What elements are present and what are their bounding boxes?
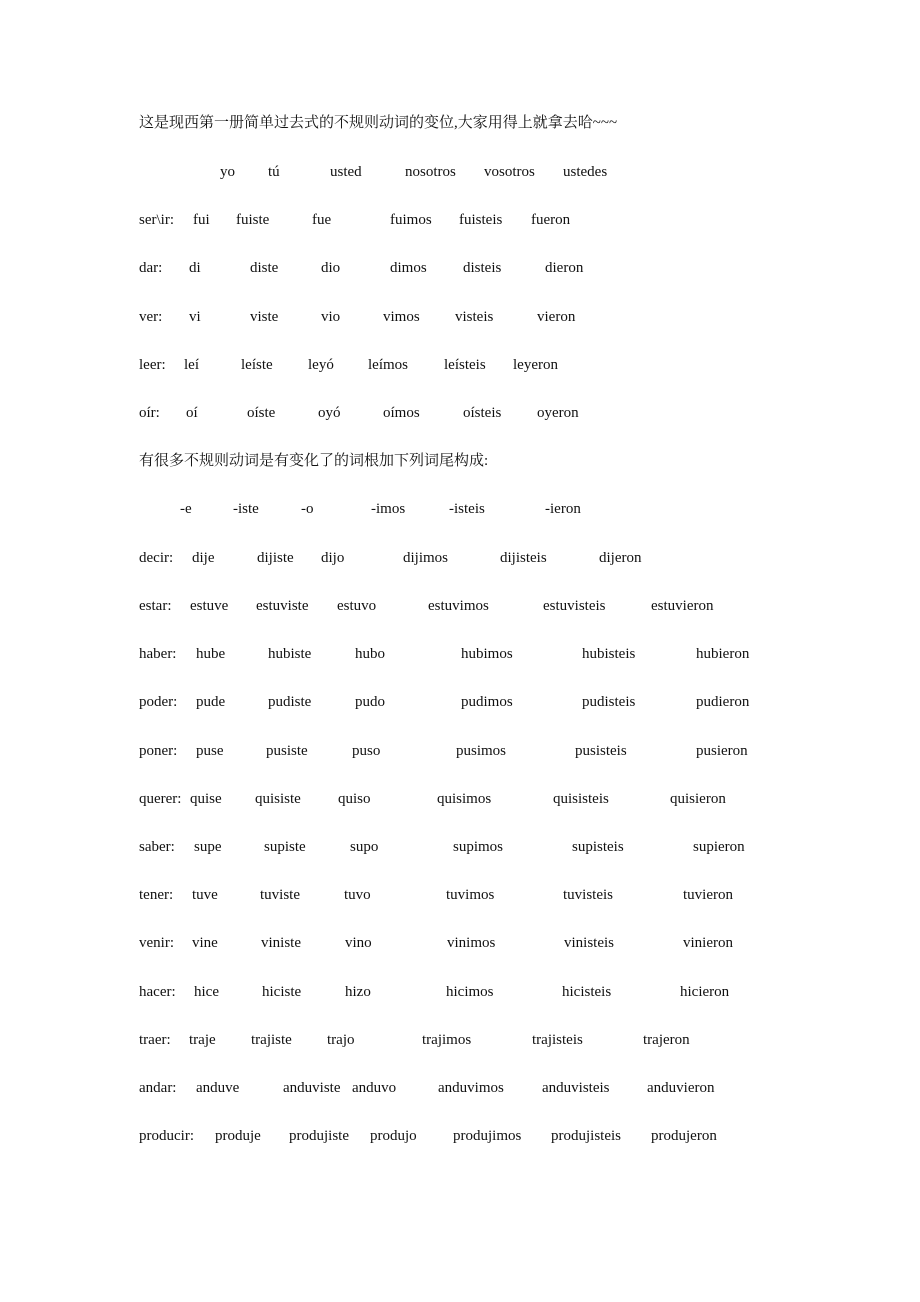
form-yo: di xyxy=(189,260,201,276)
form-vosotros: fuisteis xyxy=(459,212,503,228)
form-yo: puse xyxy=(196,743,224,759)
form-yo: estuve xyxy=(190,598,229,614)
form-vosotros: quisisteis xyxy=(553,791,609,807)
verb-label: decir: xyxy=(139,550,174,566)
verb-label: dar: xyxy=(139,260,163,276)
form-usted: trajo xyxy=(327,1032,355,1048)
verb-label: traer: xyxy=(139,1032,171,1048)
form-ustedes: trajeron xyxy=(643,1032,690,1048)
form-tu: quisiste xyxy=(255,791,301,807)
form-tu: hiciste xyxy=(262,984,302,1000)
pronoun-nosotros: nosotros xyxy=(405,164,456,180)
form-usted: dijo xyxy=(321,550,345,566)
verb-label: poder: xyxy=(139,694,178,710)
form-tu: pudiste xyxy=(268,694,312,710)
form-tu: estuviste xyxy=(256,598,309,614)
form-yo: traje xyxy=(189,1032,216,1048)
verb-label: ser\ir: xyxy=(139,212,174,228)
form-usted: estuvo xyxy=(337,598,377,614)
form-vosotros: hubisteis xyxy=(582,646,636,662)
form-nosotros: vimos xyxy=(383,309,420,325)
form-usted: puso xyxy=(352,743,381,759)
form-nosotros: supimos xyxy=(453,839,504,855)
form-ustedes: hubieron xyxy=(696,646,750,662)
form-ustedes: quisieron xyxy=(670,791,726,807)
form-tu: supiste xyxy=(264,839,306,855)
form-yo: vine xyxy=(192,935,218,951)
ending-nosotros: -imos xyxy=(371,501,406,517)
form-ustedes: anduvieron xyxy=(647,1080,715,1096)
form-yo: dije xyxy=(192,550,215,566)
form-ustedes: pudieron xyxy=(696,694,750,710)
form-nosotros: hubimos xyxy=(461,646,513,662)
form-usted: tuvo xyxy=(344,887,371,903)
verb-label: producir: xyxy=(139,1128,194,1144)
form-vosotros: produjisteis xyxy=(551,1128,621,1144)
form-tu: produjiste xyxy=(289,1128,349,1144)
form-nosotros: quisimos xyxy=(437,791,492,807)
intro-text: 这是现西第一册简单过去式的不规则动词的变位,大家用得上就拿去哈~~~ xyxy=(139,115,618,131)
form-nosotros: estuvimos xyxy=(428,598,489,614)
form-tu: diste xyxy=(250,260,279,276)
form-yo: tuve xyxy=(192,887,218,903)
form-nosotros: hicimos xyxy=(446,984,494,1000)
form-ustedes: vieron xyxy=(537,309,576,325)
form-vosotros: supisteis xyxy=(572,839,624,855)
verb-label: saber: xyxy=(139,839,175,855)
ending-yo: -e xyxy=(180,501,192,517)
form-nosotros: trajimos xyxy=(422,1032,472,1048)
ending-vosotros: -isteis xyxy=(449,501,485,517)
form-nosotros: dijimos xyxy=(403,550,449,566)
form-vosotros: pudisteis xyxy=(582,694,636,710)
form-vosotros: dijisteis xyxy=(500,550,547,566)
form-yo: pude xyxy=(196,694,226,710)
form-vosotros: visteis xyxy=(455,309,494,325)
ending-ustedes: -ieron xyxy=(545,501,581,517)
verb-label: venir: xyxy=(139,935,174,951)
form-usted: hubo xyxy=(355,646,385,662)
verb-label: estar: xyxy=(139,598,172,614)
verb-label: ver: xyxy=(139,309,163,325)
form-yo: produje xyxy=(215,1128,261,1144)
form-ustedes: dieron xyxy=(545,260,584,276)
verb-label: haber: xyxy=(139,646,177,662)
form-yo: quise xyxy=(190,791,222,807)
pronoun-vosotros: vosotros xyxy=(484,164,535,180)
form-tu: tuviste xyxy=(260,887,300,903)
form-tu: dijiste xyxy=(257,550,294,566)
form-yo: vi xyxy=(189,309,201,325)
form-ustedes: pusieron xyxy=(696,743,748,759)
form-ustedes: estuvieron xyxy=(651,598,714,614)
form-ustedes: leyeron xyxy=(513,357,558,373)
form-usted: produjo xyxy=(370,1128,417,1144)
verb-label: tener: xyxy=(139,887,174,903)
form-tu: trajiste xyxy=(251,1032,292,1048)
form-ustedes: hicieron xyxy=(680,984,730,1000)
form-nosotros: dimos xyxy=(390,260,427,276)
form-yo: supe xyxy=(194,839,222,855)
form-usted: leyó xyxy=(308,357,334,373)
form-ustedes: produjeron xyxy=(651,1128,717,1144)
form-tu: leíste xyxy=(241,357,273,373)
form-vosotros: hicisteis xyxy=(562,984,612,1000)
form-ustedes: fueron xyxy=(531,212,571,228)
form-vosotros: vinisteis xyxy=(564,935,615,951)
form-nosotros: anduvimos xyxy=(438,1080,504,1096)
form-nosotros: pudimos xyxy=(461,694,513,710)
form-vosotros: tuvisteis xyxy=(563,887,614,903)
form-ustedes: dijeron xyxy=(599,550,642,566)
form-vosotros: estuvisteis xyxy=(543,598,606,614)
verb-label: hacer: xyxy=(139,984,176,1000)
form-usted: vino xyxy=(345,935,372,951)
form-yo: hube xyxy=(196,646,226,662)
form-yo: leí xyxy=(184,357,199,373)
form-tu: viste xyxy=(250,309,279,325)
pronoun-tu: tú xyxy=(268,164,280,180)
form-nosotros: pusimos xyxy=(456,743,507,759)
note-text: 有很多不规则动词是有变化了的词根加下列词尾构成: xyxy=(139,453,489,469)
form-usted: hizo xyxy=(345,984,371,1000)
verb-label: leer: xyxy=(139,357,166,373)
pronoun-usted: usted xyxy=(330,164,362,180)
form-yo: anduve xyxy=(196,1080,240,1096)
form-nosotros: fuimos xyxy=(390,212,432,228)
form-ustedes: vinieron xyxy=(683,935,733,951)
form-vosotros: pusisteis xyxy=(575,743,627,759)
form-ustedes: oyeron xyxy=(537,405,579,421)
verb-label: oír: xyxy=(139,405,160,421)
form-nosotros: vinimos xyxy=(447,935,496,951)
verb-label: querer: xyxy=(139,791,182,807)
form-tu: anduviste xyxy=(283,1080,341,1096)
form-vosotros: disteis xyxy=(463,260,502,276)
form-vosotros: oísteis xyxy=(463,405,502,421)
form-tu: pusiste xyxy=(266,743,308,759)
form-tu: viniste xyxy=(261,935,301,951)
form-ustedes: tuvieron xyxy=(683,887,733,903)
form-yo: oí xyxy=(186,405,198,421)
form-usted: fue xyxy=(312,212,332,228)
form-ustedes: supieron xyxy=(693,839,745,855)
form-nosotros: produjimos xyxy=(453,1128,522,1144)
form-nosotros: oímos xyxy=(383,405,420,421)
form-tu: oíste xyxy=(247,405,276,421)
form-yo: fui xyxy=(193,212,210,228)
ending-usted: -o xyxy=(301,501,314,517)
verb-label: poner: xyxy=(139,743,178,759)
form-usted: anduvo xyxy=(352,1080,397,1096)
form-vosotros: leísteis xyxy=(444,357,486,373)
form-nosotros: leímos xyxy=(368,357,408,373)
form-usted: quiso xyxy=(338,791,371,807)
verb-label: andar: xyxy=(139,1080,177,1096)
form-tu: fuiste xyxy=(236,212,270,228)
pronoun-ustedes: ustedes xyxy=(563,164,608,180)
form-yo: hice xyxy=(194,984,219,1000)
form-usted: vio xyxy=(321,309,341,325)
form-tu: hubiste xyxy=(268,646,312,662)
pronoun-yo: yo xyxy=(220,164,235,180)
ending-tu: -iste xyxy=(233,501,259,517)
form-vosotros: anduvisteis xyxy=(542,1080,610,1096)
form-usted: oyó xyxy=(318,405,341,421)
form-nosotros: tuvimos xyxy=(446,887,495,903)
form-usted: pudo xyxy=(355,694,385,710)
form-usted: dio xyxy=(321,260,341,276)
form-usted: supo xyxy=(350,839,379,855)
form-vosotros: trajisteis xyxy=(532,1032,583,1048)
